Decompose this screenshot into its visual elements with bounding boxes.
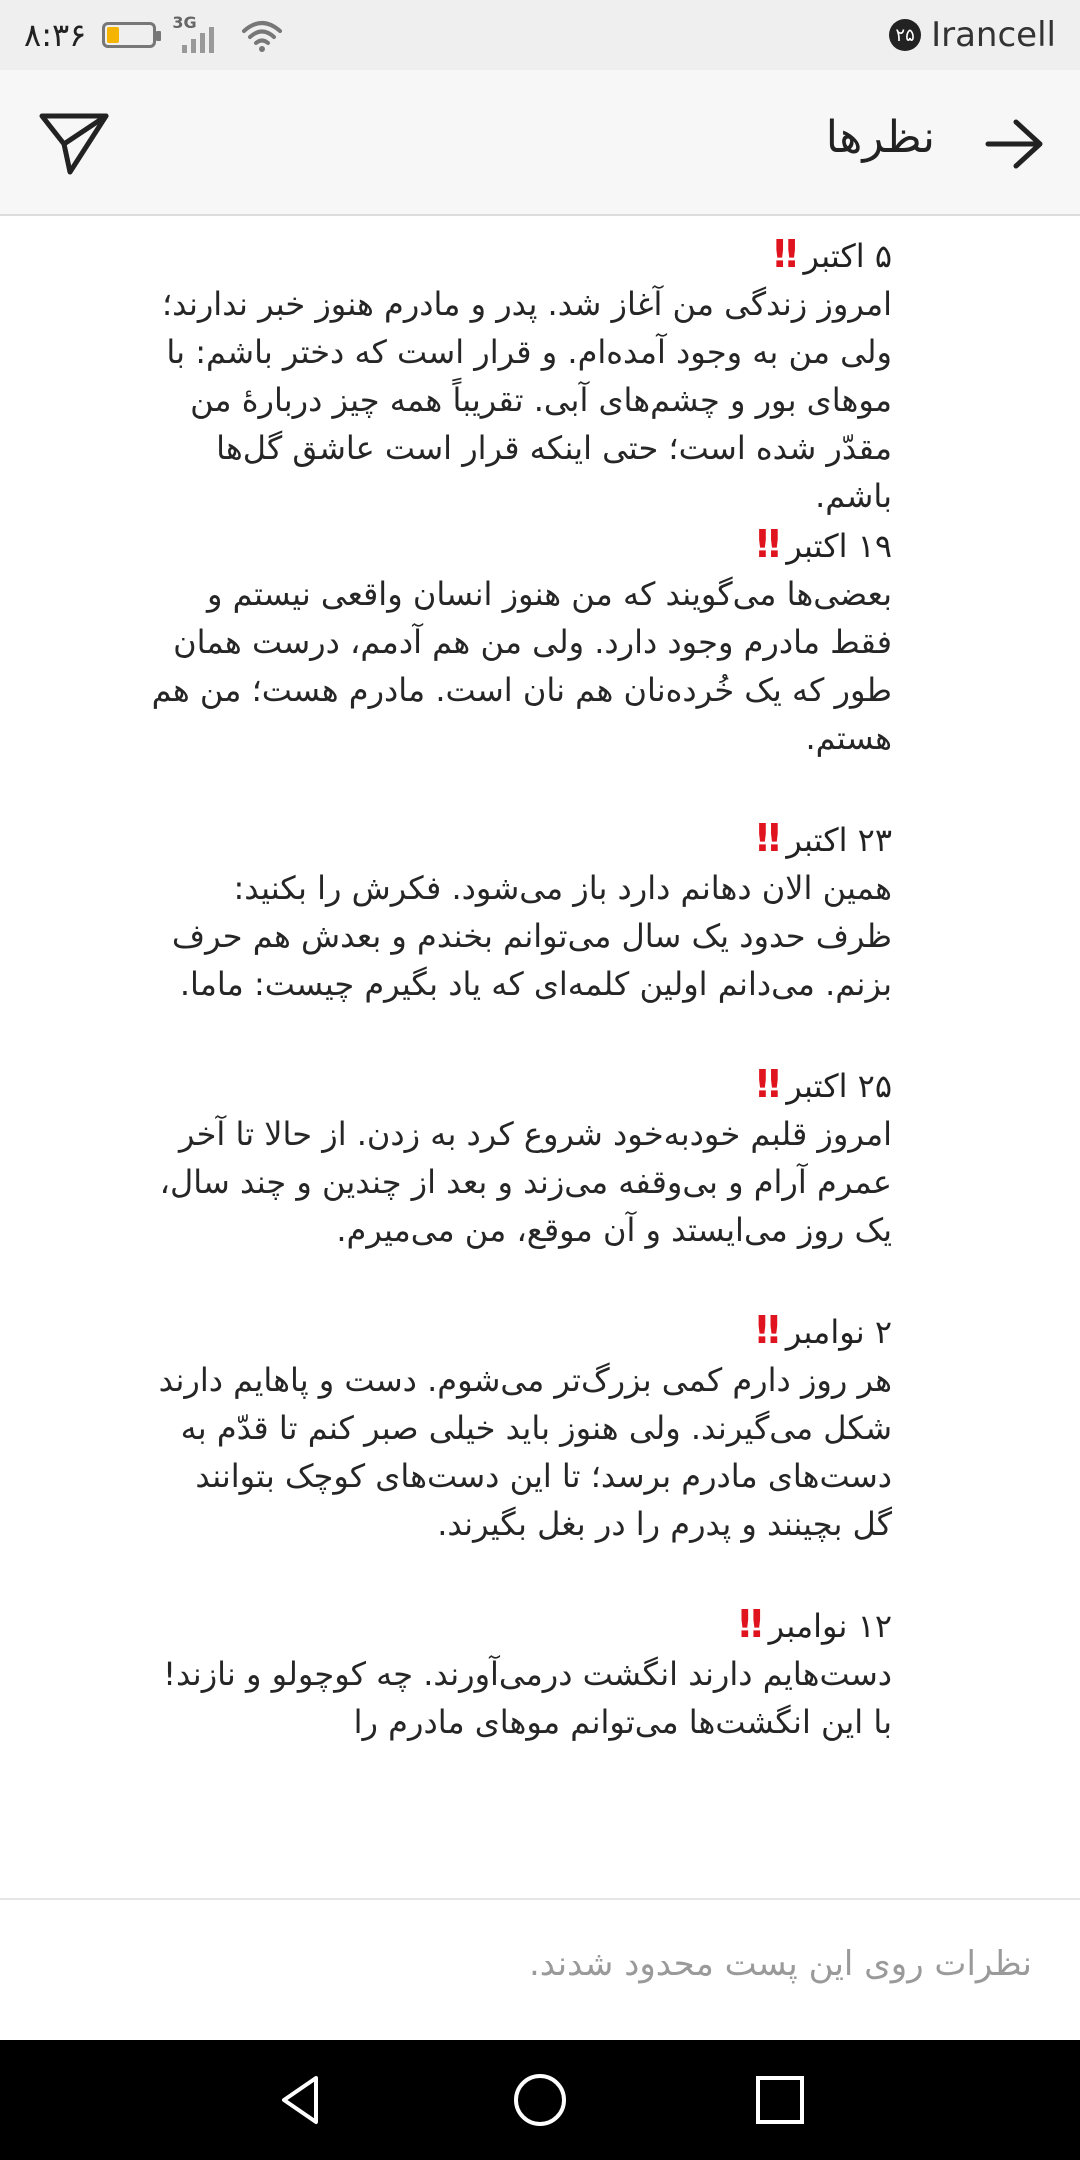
double-exclamation-icon: ‼ xyxy=(756,522,781,566)
triangle-back-icon[interactable] xyxy=(270,2070,330,2130)
arrow-right-icon[interactable] xyxy=(984,118,1044,170)
caption-content xyxy=(150,230,892,1898)
entry-date: ۱۹ اکتبر‼ xyxy=(756,522,892,566)
double-exclamation-icon: ‼ xyxy=(756,1308,780,1352)
entry-text: بعضی‌ها می‌گویند که من هنوز انسان واقعی نیستم و فقط مادرم وجود دارد. ولی من هم آدمم، درست همان طور که یک خُرده‌نان هم نان است. مادرم هست؛ من هم هستم. xyxy=(151,575,892,757)
wifi-icon xyxy=(240,15,284,55)
status-left xyxy=(24,0,284,70)
entry-date: ۲۵ اکتبر‼ xyxy=(756,1062,892,1106)
double-exclamation-icon: ‼ xyxy=(773,232,798,276)
paper-plane-icon[interactable] xyxy=(36,108,112,178)
battery-level xyxy=(107,27,119,43)
comments-restricted-notice: نظرات روی این پست محدود شدند. xyxy=(528,1944,1032,1984)
page-title: نظرها xyxy=(825,112,935,163)
network-type: 3G xyxy=(172,13,197,32)
entry-date: ۲۳ اکتبر‼ xyxy=(756,816,892,860)
diary-entry xyxy=(150,814,892,1008)
carrier-badge: ۲۵ xyxy=(889,19,921,51)
battery-icon xyxy=(102,22,156,48)
entry-date: ۲ نوامبر‼ xyxy=(756,1308,892,1352)
navigation-bar xyxy=(0,2040,1080,2160)
diary-entry xyxy=(150,520,892,762)
double-exclamation-icon: ‼ xyxy=(738,1602,763,1646)
diary-entry xyxy=(150,1060,892,1254)
entry-date: ۵ اکتبر‼ xyxy=(773,232,892,276)
circle-home-icon[interactable] xyxy=(510,2070,570,2130)
entry-text: امروز قلبم خودبه‌خود شروع کرد به زدن. از حالا تا آخر عمرم آرام و بی‌وقفه می‌زند و بعد از چندین و چند سال، یک روز می‌ایستد و آن موقع، من می‌میرم. xyxy=(159,1115,892,1249)
diary-entry xyxy=(150,1306,892,1548)
entry-date: ۱۲ نوامبر‼ xyxy=(738,1602,892,1646)
entry-text: همین الان دهانم دارد باز می‌شود. فکرش را بکنید: ظرف حدود یک سال می‌توانم بخندم و بعدش هم حرف بزنم. می‌دانم اولین کلمه‌ای که یاد بگیرم چیست: ماما. xyxy=(171,869,892,1003)
signal-icon xyxy=(172,15,224,55)
entry-text: دست‌هایم دارند انگشت درمی‌آورند. چه کوچولو و نازند! با این انگشت‌ها می‌توانم موهای مادرم را xyxy=(163,1655,892,1741)
double-exclamation-icon: ‼ xyxy=(756,1062,781,1106)
diary-entry xyxy=(150,1600,892,1746)
status-right xyxy=(889,0,1056,70)
double-exclamation-icon: ‼ xyxy=(756,816,781,860)
comment-bar xyxy=(0,1898,1080,2040)
carrier-name: Irancell xyxy=(931,15,1056,55)
comments-header xyxy=(0,70,1080,216)
status-bar xyxy=(0,0,1080,70)
square-recents-icon[interactable] xyxy=(750,2070,810,2130)
status-time: ۸:۳۶ xyxy=(24,16,87,54)
signal-bars xyxy=(182,27,214,53)
entry-text: هر روز دارم کمی بزرگ‌تر می‌شوم. دست و پاهایم دارند شکل می‌گیرند. ولی هنوز باید خیلی صبر کنم تا قدّم به دست‌های مادرم برسد؛ تا این دست‌های کوچک بتوانند گل بچینند و پدرم را در بغل بگیرند. xyxy=(158,1361,892,1543)
entry-text: امروز زندگی من آغاز شد. پدر و مادرم هنوز خبر ندارند؛ ولی من به وجود آمده‌ام. و قرار است که دختر باشم: با موهای بور و چشم‌های آبی. تقریباً همه چیز دربارهٔ من مقدّر شده است؛ حتی اینکه قرار است عاشق گل‌ها باشم. xyxy=(161,285,892,515)
diary-entry xyxy=(150,230,892,520)
